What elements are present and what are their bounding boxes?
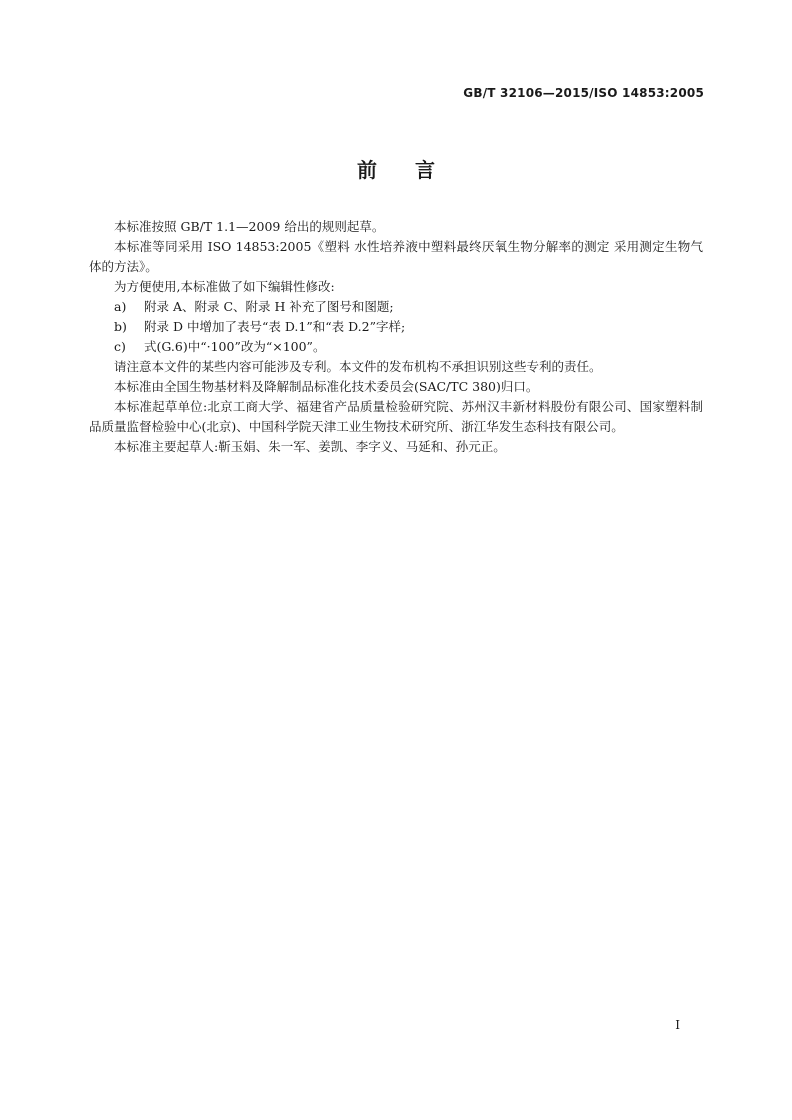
list-item: [89, 297, 703, 317]
paragraph-drafting-rules: 本标准按照 GB/T 1.1—2009 给出的规则起草。: [114, 219, 385, 234]
list-item: [89, 337, 703, 357]
document-body: [89, 217, 703, 457]
list-item-text: 附录 D 中增加了表号“表 D.1”和“表 D.2”字样;: [144, 319, 406, 334]
page-number: I: [675, 1018, 680, 1032]
list-item-mark: c): [114, 339, 126, 354]
list-item-mark: b): [114, 319, 127, 334]
list-item-text: 式(G.6)中“·100”改为“×100”。: [144, 339, 326, 354]
paragraph-adoption: 本标准等同采用 ISO 14853:2005《塑料 水性培养液中塑料最终厌氧生物分解率的测定 采用测定生物气体的方法》。: [89, 239, 703, 274]
page-title: 前言: [357, 158, 473, 182]
paragraph-patent-notice: 请注意本文件的某些内容可能涉及专利。本文件的发布机构不承担识别这些专利的责任。: [114, 359, 602, 374]
paragraph-drafters: 本标准主要起草人:靳玉娟、朱一军、姜凯、李字义、马延和、孙元正。: [114, 439, 506, 454]
paragraph-committee: 本标准由全国生物基材料及降解制品标准化技术委员会(SAC/TC 380)归口。: [114, 379, 539, 394]
list-item: [89, 317, 703, 337]
list-item-text: 附录 A、附录 C、附录 H 补充了图号和图题;: [144, 299, 394, 314]
paragraph-editorial-intro: 为方便使用,本标准做了如下编辑性修改:: [114, 279, 335, 294]
paragraph-drafting-units: 本标准起草单位:北京工商大学、福建省产品质量检验研究院、苏州汉丰新材料股份有限公司、国家塑料制品质量监督检验中心(北京)、中国科学院天津工业生物技术研究所、浙江华发生态科技有限公司。: [89, 399, 703, 434]
standard-code: GB/T 32106—2015/ISO 14853:2005: [463, 86, 704, 100]
list-item-mark: a): [114, 299, 127, 314]
